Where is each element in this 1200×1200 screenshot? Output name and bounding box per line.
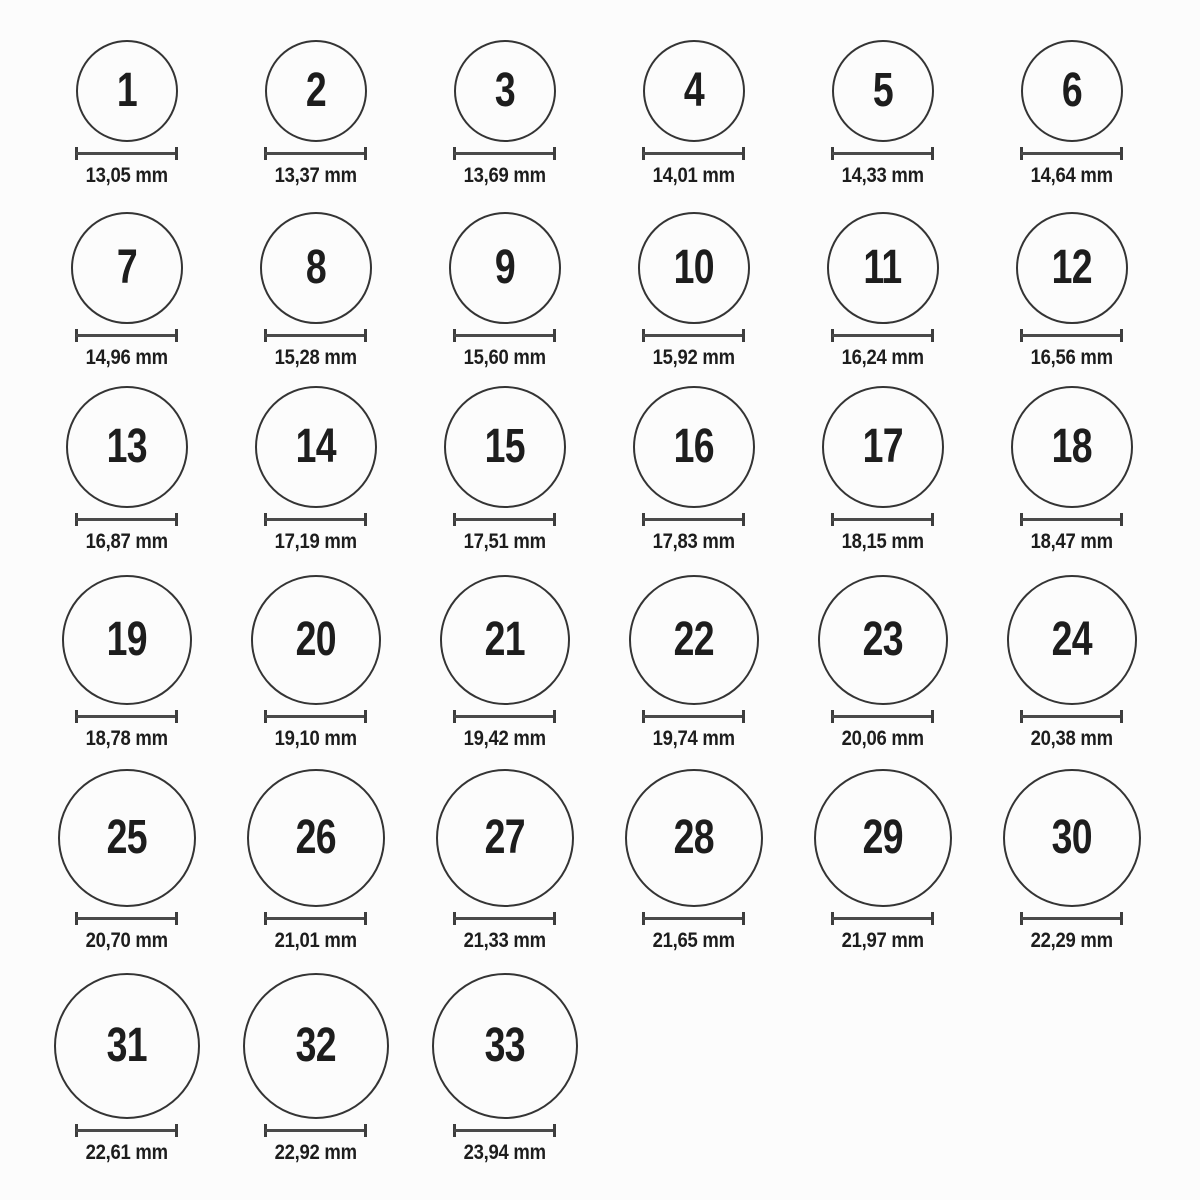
size-number: 32 [295,1019,336,1072]
diameter-measure-line [1020,912,1123,925]
diameter-label: 13,69 mm [463,164,546,187]
chart-row [32,575,1166,749]
diameter-measure-line [75,912,178,925]
size-circle [66,386,188,508]
size-number: 21 [484,613,525,666]
size-number: 9 [494,241,515,294]
size-circle [449,212,561,324]
size-number: 28 [673,811,714,864]
diameter-measure-line [642,329,745,342]
size-number: 5 [872,64,893,117]
size-circle [54,973,200,1119]
measure-right-tick-icon [931,513,934,526]
diameter-measure-line [453,912,556,925]
size-circle [1007,575,1137,705]
measure-right-tick-icon [742,912,745,925]
diameter-measure-line [1020,710,1123,723]
diameter-measure-line [453,1124,556,1137]
chart-row [32,973,1166,1163]
size-circle [260,212,372,324]
size-number: 4 [683,64,704,117]
diameter-label: 14,01 mm [652,164,735,187]
measure-bar [832,334,933,337]
measure-bar [832,917,933,920]
ring-size-cell [788,769,977,951]
size-circle [818,575,948,705]
measure-right-tick-icon [175,513,178,526]
diameter-measure-line [75,513,178,526]
measure-bar [1021,715,1122,718]
measure-right-tick-icon [1120,912,1123,925]
ring-size-cell [32,40,221,186]
measure-bar [454,152,555,155]
diameter-measure-line [453,513,556,526]
diameter-measure-line [831,329,934,342]
ring-size-cell [410,386,599,552]
diameter-label: 18,15 mm [841,530,924,553]
measure-right-tick-icon [175,912,178,925]
size-number: 27 [484,811,525,864]
diameter-measure-line [264,329,367,342]
diameter-measure-line [264,710,367,723]
diameter-label: 21,65 mm [652,929,735,952]
measure-right-tick-icon [553,147,556,160]
diameter-measure-line [831,147,934,160]
size-circle [1021,40,1123,142]
diameter-measure-line [1020,147,1123,160]
size-number: 15 [484,420,525,473]
diameter-measure-line [453,147,556,160]
measure-bar [1021,334,1122,337]
size-circle [71,212,183,324]
chart-row [32,769,1166,951]
measure-right-tick-icon [1120,513,1123,526]
size-number: 14 [295,420,336,473]
diameter-measure-line [453,329,556,342]
measure-right-tick-icon [364,329,367,342]
diameter-label: 17,83 mm [652,530,735,553]
measure-bar [454,917,555,920]
size-circle [643,40,745,142]
ring-size-cell [221,386,410,552]
size-number: 18 [1051,420,1092,473]
measure-right-tick-icon [1120,710,1123,723]
diameter-measure-line [1020,513,1123,526]
size-number: 33 [484,1019,525,1072]
diameter-label: 15,28 mm [274,346,357,369]
measure-right-tick-icon [931,710,934,723]
size-circle [454,40,556,142]
diameter-label: 13,37 mm [274,164,357,187]
ring-size-cell [977,386,1166,552]
measure-bar [643,518,744,521]
ring-size-cell [221,575,410,749]
measure-right-tick-icon [742,147,745,160]
diameter-measure-line [75,329,178,342]
ring-size-cell [788,575,977,749]
ring-size-cell [410,40,599,186]
measure-bar [832,518,933,521]
measure-bar [76,152,177,155]
diameter-label: 22,29 mm [1030,929,1113,952]
diameter-measure-line [264,513,367,526]
measure-right-tick-icon [553,513,556,526]
diameter-label: 17,19 mm [274,530,357,553]
diameter-label: 21,33 mm [463,929,546,952]
measure-right-tick-icon [931,912,934,925]
size-circle [1011,386,1133,508]
measure-bar [832,152,933,155]
measure-bar [76,518,177,521]
diameter-label: 18,47 mm [1030,530,1113,553]
diameter-measure-line [831,513,934,526]
size-circle [58,769,196,907]
ring-size-cell [410,973,599,1163]
ring-size-cell [32,212,221,368]
size-number: 31 [106,1019,147,1072]
measure-right-tick-icon [742,513,745,526]
measure-right-tick-icon [364,710,367,723]
measure-bar [643,715,744,718]
size-number: 24 [1051,613,1092,666]
size-circle [255,386,377,508]
measure-right-tick-icon [364,147,367,160]
measure-right-tick-icon [1120,329,1123,342]
ring-size-cell [410,575,599,749]
diameter-label: 20,38 mm [1030,727,1113,750]
measure-bar [76,715,177,718]
size-circle [1016,212,1128,324]
measure-right-tick-icon [364,1124,367,1137]
diameter-measure-line [75,147,178,160]
diameter-label: 20,06 mm [841,727,924,750]
diameter-label: 19,10 mm [274,727,357,750]
diameter-measure-line [264,147,367,160]
size-circle [76,40,178,142]
ring-size-cell [599,386,788,552]
size-number: 19 [106,613,147,666]
size-circle [62,575,192,705]
measure-bar [76,917,177,920]
ring-size-cell [221,769,410,951]
size-circle [243,973,389,1119]
measure-bar [454,715,555,718]
measure-bar [832,715,933,718]
ring-size-cell [977,212,1166,368]
measure-right-tick-icon [364,513,367,526]
measure-bar [643,152,744,155]
measure-bar [265,518,366,521]
measure-bar [1021,917,1122,920]
measure-bar [265,917,366,920]
measure-right-tick-icon [364,912,367,925]
diameter-label: 22,61 mm [85,1141,168,1164]
ring-size-cell [221,973,410,1163]
size-number: 12 [1051,241,1092,294]
ring-size-cell [977,40,1166,186]
measure-right-tick-icon [742,710,745,723]
size-number: 7 [116,241,137,294]
diameter-label: 19,42 mm [463,727,546,750]
diameter-measure-line [642,147,745,160]
diameter-label: 14,64 mm [1030,164,1113,187]
measure-bar [454,1129,555,1132]
diameter-measure-line [75,1124,178,1137]
diameter-measure-line [831,912,934,925]
size-number: 17 [862,420,903,473]
diameter-label: 16,56 mm [1030,346,1113,369]
ring-size-cell [977,769,1166,951]
size-number: 16 [673,420,714,473]
size-number: 11 [863,241,902,294]
diameter-measure-line [264,912,367,925]
measure-right-tick-icon [175,710,178,723]
size-circle [625,769,763,907]
ring-size-cell [788,40,977,186]
diameter-label: 16,87 mm [85,530,168,553]
size-circle [822,386,944,508]
diameter-label: 14,96 mm [85,346,168,369]
diameter-label: 20,70 mm [85,929,168,952]
size-circle [638,212,750,324]
size-circle [832,40,934,142]
chart-row [32,40,1166,186]
size-number: 3 [494,64,515,117]
ring-size-cell [32,386,221,552]
size-number: 1 [116,64,137,117]
measure-bar [1021,152,1122,155]
size-number: 26 [295,811,336,864]
measure-right-tick-icon [1120,147,1123,160]
diameter-label: 17,51 mm [463,530,546,553]
diameter-label: 18,78 mm [85,727,168,750]
diameter-measure-line [453,710,556,723]
measure-right-tick-icon [175,1124,178,1137]
size-circle [633,386,755,508]
diameter-label: 13,05 mm [85,164,168,187]
diameter-measure-line [75,710,178,723]
measure-right-tick-icon [553,710,556,723]
diameter-label: 23,94 mm [463,1141,546,1164]
ring-size-cell [788,212,977,368]
diameter-measure-line [831,710,934,723]
size-circle [629,575,759,705]
size-circle [436,769,574,907]
size-number: 20 [295,613,336,666]
ring-size-cell [410,769,599,951]
diameter-label: 15,60 mm [463,346,546,369]
measure-bar [265,152,366,155]
size-circle [251,575,381,705]
measure-bar [643,334,744,337]
size-circle [247,769,385,907]
size-number: 23 [862,613,903,666]
ring-size-cell [788,386,977,552]
ring-size-cell [599,40,788,186]
ring-size-cell [221,212,410,368]
ring-size-cell [599,575,788,749]
diameter-measure-line [264,1124,367,1137]
ring-size-cell [221,40,410,186]
chart-row [32,386,1166,552]
ring-size-cell [32,973,221,1163]
measure-right-tick-icon [175,329,178,342]
measure-bar [265,1129,366,1132]
size-circle [444,386,566,508]
ring-size-cell [410,212,599,368]
diameter-label: 19,74 mm [652,727,735,750]
measure-right-tick-icon [931,147,934,160]
diameter-label: 21,01 mm [274,929,357,952]
measure-bar [76,1129,177,1132]
diameter-label: 16,24 mm [841,346,924,369]
size-number: 2 [305,64,326,117]
size-circle [440,575,570,705]
measure-right-tick-icon [553,329,556,342]
diameter-measure-line [642,710,745,723]
size-number: 30 [1051,811,1092,864]
size-number: 8 [305,241,326,294]
diameter-label: 21,97 mm [841,929,924,952]
size-circle [432,973,578,1119]
size-number: 13 [106,420,147,473]
measure-bar [76,334,177,337]
measure-right-tick-icon [742,329,745,342]
measure-bar [643,917,744,920]
diameter-measure-line [1020,329,1123,342]
measure-bar [454,334,555,337]
ring-size-cell [599,769,788,951]
ring-size-cell [977,575,1166,749]
measure-right-tick-icon [553,1124,556,1137]
measure-bar [454,518,555,521]
size-number: 6 [1061,64,1082,117]
measure-right-tick-icon [175,147,178,160]
measure-right-tick-icon [931,329,934,342]
ring-size-cell [32,575,221,749]
measure-right-tick-icon [553,912,556,925]
diameter-measure-line [642,513,745,526]
diameter-label: 22,92 mm [274,1141,357,1164]
size-circle [1003,769,1141,907]
diameter-label: 14,33 mm [841,164,924,187]
size-number: 22 [673,613,714,666]
ring-size-cell [599,212,788,368]
ring-size-cell [32,769,221,951]
size-circle [827,212,939,324]
size-number: 29 [862,811,903,864]
size-circle [265,40,367,142]
size-circle [814,769,952,907]
diameter-label: 15,92 mm [652,346,735,369]
size-number: 25 [106,811,147,864]
measure-bar [1021,518,1122,521]
chart-row [32,212,1166,368]
size-number: 10 [673,241,714,294]
measure-bar [265,715,366,718]
measure-bar [265,334,366,337]
diameter-measure-line [642,912,745,925]
